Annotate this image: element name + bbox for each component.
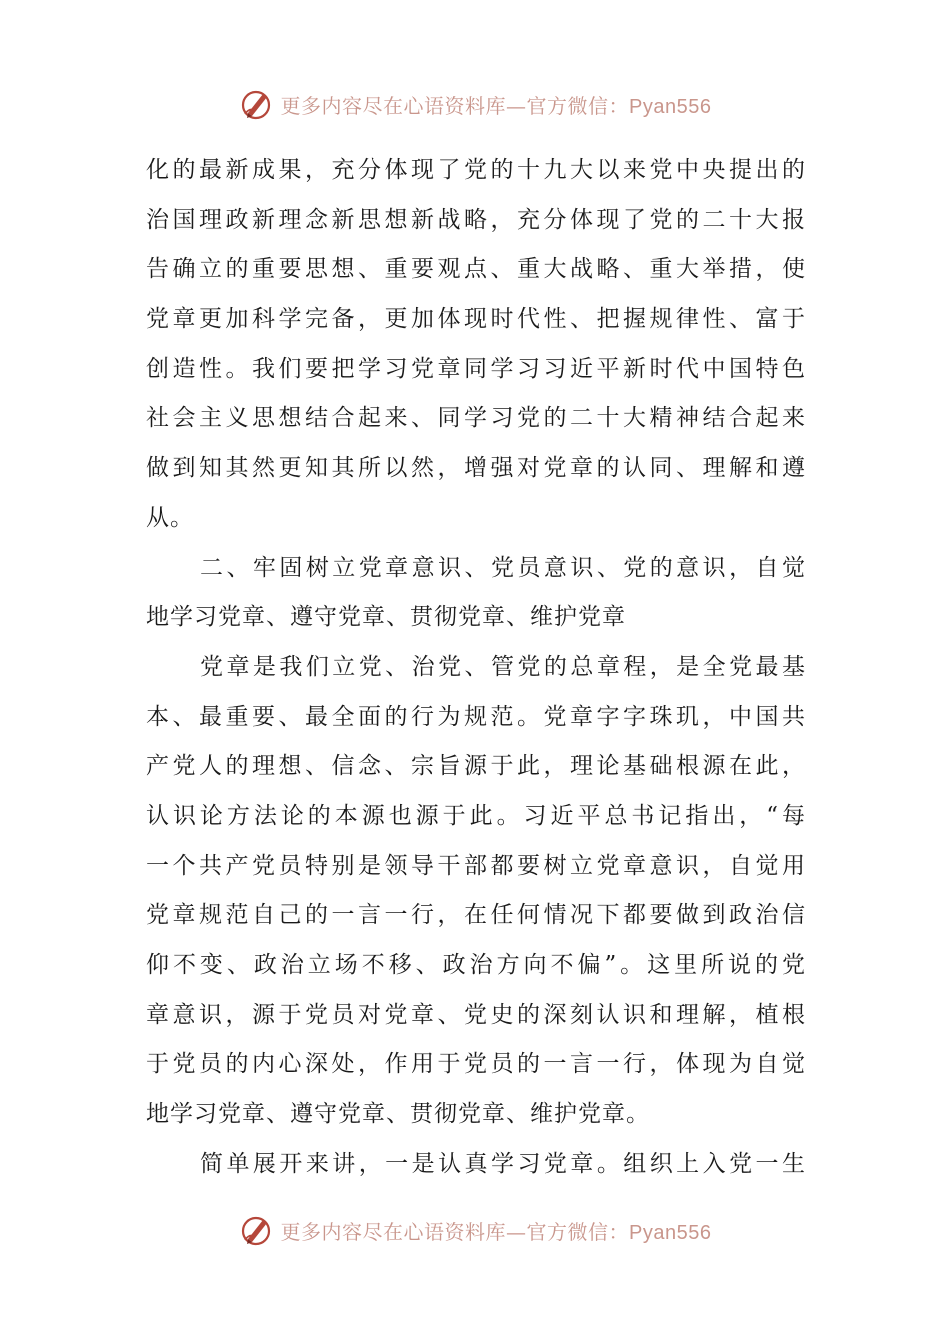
text-line: 做到知其然更知其所以然，增强对党章的认同、理解和遵 <box>146 455 806 482</box>
text-line: 创造性。我们要把学习党章同学习习近平新时代中国特色 <box>146 355 806 382</box>
text-line: 于党员的内心深处，作用于党员的一言一行，体现为自觉 <box>146 1051 806 1078</box>
footer-banner-text: 更多内容尽在心语资料库—官方微信：Pyan556 <box>280 1219 712 1244</box>
text-line: 本、最重要、最全面的行为规范。党章字字珠玑，中国共 <box>146 703 806 730</box>
wechat-id: Pyan556 <box>629 95 712 118</box>
header-banner-text: 更多内容尽在心语资料库—官方微信：Pyan556 <box>280 93 712 118</box>
text-line: 简单展开来讲，一是认真学习党章。组织上入党一生 <box>200 1150 806 1177</box>
text-line: 党章更加科学完备，更加体现时代性、把握规律性、富于 <box>146 306 806 333</box>
text-line: 认识论方法论的本源也源于此。习近平总书记指出，“每 <box>146 802 806 829</box>
pen-circle-logo-icon <box>239 86 275 122</box>
text-line: 党章是我们立党、治党、管党的总章程，是全党最基 <box>200 653 806 680</box>
header-banner <box>0 84 950 124</box>
text-line: 地学习党章、遵守党章、贯彻党章、维护党章。 <box>146 1101 650 1128</box>
text-line: 社会主义思想结合起来、同学习党的二十大精神结合起来 <box>146 405 806 432</box>
text-line: 告确立的重要思想、重要观点、重大战略、重大举措，使 <box>146 256 806 283</box>
text-line: 从。 <box>146 504 194 531</box>
text-line: 治国理政新理念新思想新战略，充分体现了党的二十大报 <box>146 206 806 233</box>
pen-circle-logo-icon <box>239 1212 275 1248</box>
text-line: 章意识，源于党员对党章、党史的深刻认识和理解，植根 <box>146 1001 806 1028</box>
text-line: 地学习党章、遵守党章、贯彻党章、维护党章 <box>146 604 626 631</box>
text-line: 仰不变、政治立场不移、政治方向不偏”。这里所说的党 <box>146 952 806 978</box>
text-line: 化的最新成果，充分体现了党的十九大以来党中央提出的 <box>146 157 806 183</box>
text-line: 二、牢固树立党章意识、党员意识、党的意识，自觉 <box>200 554 806 581</box>
text-line: 产党人的理想、信念、宗旨源于此，理论基础根源在此， <box>146 753 806 780</box>
text-line: 党章规范自己的一言一行，在任何情况下都要做到政治信 <box>146 902 806 929</box>
document-body <box>146 146 806 1189</box>
footer-banner <box>0 1210 950 1250</box>
text-line: 一个共产党员特别是领导干部都要树立党章意识，自觉用 <box>146 852 806 879</box>
wechat-id: Pyan556 <box>629 1221 712 1244</box>
